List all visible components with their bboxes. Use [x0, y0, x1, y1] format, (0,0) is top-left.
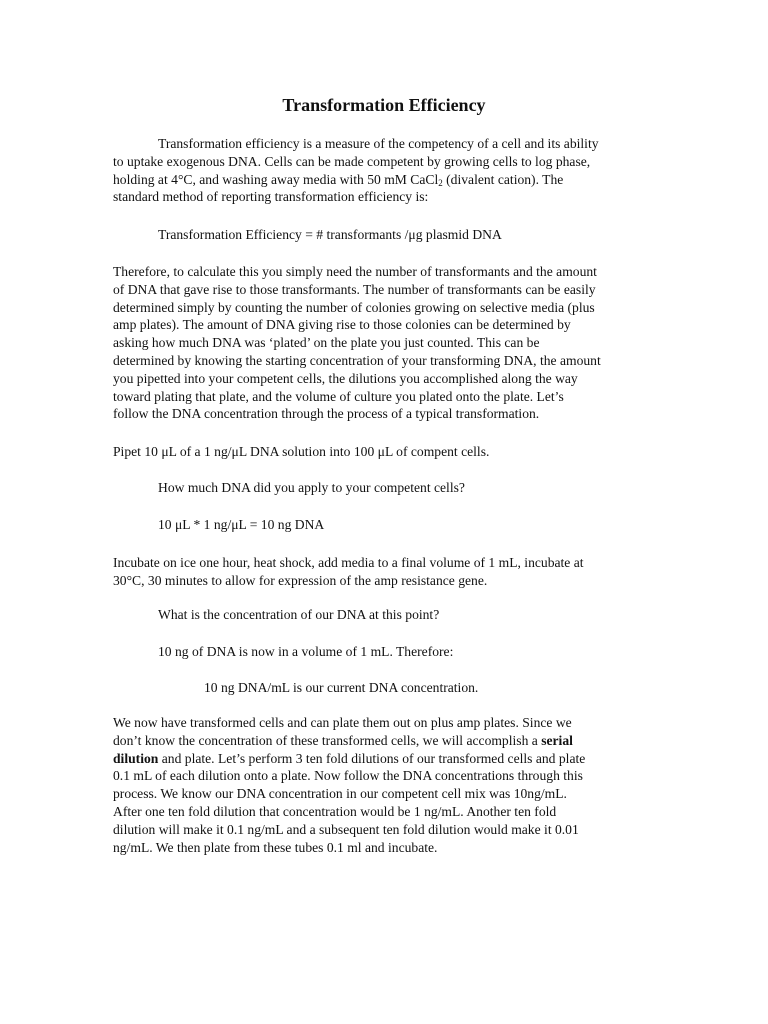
- answer-2: 10 ng of DNA is now in a volume of 1 mL. Therefore:: [158, 644, 454, 659]
- question-2: What is the concentration of our DNA at this point?: [158, 607, 440, 622]
- intro-line-3-a: holding at 4°C, and washing away media with 50 mM CaCl: [113, 171, 439, 187]
- answer-2-conclusion: 10 ng DNA/mL is our current DNA concentration.: [204, 680, 479, 695]
- para3-line-2-a: don’t know the concentration of these transformed cells, we will accomplish a: [113, 732, 542, 748]
- paragraph-2: [113, 263, 633, 423]
- incubate-line: Incubate on ice one hour, heat shock, add media to a final volume of 1 mL, incubate at: [113, 555, 584, 570]
- para2-line: determined by knowing the starting concentration of your transforming DNA, the amount: [113, 352, 601, 368]
- page-title: Transformation Efficiency: [282, 95, 486, 115]
- para3-line-3-b: and plate. Let’s perform 3 ten fold dilutions of our transformed cells and plate: [158, 750, 586, 766]
- para3-line-3: [113, 750, 633, 768]
- para3-line-5: process. We know our DNA concentration in our competent cell mix was 10ng/mL.: [113, 786, 567, 802]
- para3-line-7: dilution will make it 0.1 ng/mL and a subsequent ten fold dilution would make it 0.01: [113, 821, 579, 837]
- pipet-instruction: Pipet 10 μL of a 1 ng/μL DNA solution into 100 μL of compent cells.: [113, 444, 490, 459]
- intro-subscript: 2: [438, 177, 443, 188]
- para3-line-8: ng/mL. We then plate from these tubes 0.1 ml and incubate.: [113, 839, 438, 855]
- para2-line: determined simply by counting the number of colonies growing on selective media (plus: [113, 299, 595, 315]
- intro-paragraph: [113, 135, 633, 206]
- para2-line: toward plating that plate, and the volume of culture you plated onto the plate. Let’s: [113, 388, 564, 404]
- intro-line-4: standard method of reporting transformation efficiency is:: [113, 189, 429, 205]
- para2-line: Therefore, to calculate this you simply need the number of transformants and the amount: [113, 264, 597, 279]
- para3-line-1: We now have transformed cells and can plate them out on plus amp plates. Since we: [113, 715, 572, 730]
- question-1: How much DNA did you apply to your competent cells?: [158, 480, 465, 495]
- intro-line-3-b: (divalent cation). The: [442, 171, 564, 187]
- intro-line-1: Transformation efficiency is a measure of the competency of a cell and its ability: [158, 136, 599, 151]
- incubate-line: 30°C, 30 minutes to allow for expression of the amp resistance gene.: [113, 572, 488, 588]
- para2-line: amp plates). The amount of DNA giving rise to those colonies can be determined by: [113, 317, 571, 333]
- para2-line: of DNA that gave rise to those transformants. The number of transformants can be easily: [113, 281, 596, 297]
- answer-1: 10 μL * 1 ng/μL = 10 ng DNA: [158, 517, 325, 532]
- para3-line-2: [113, 732, 633, 750]
- para2-line: you pipetted into your competent cells, the dilutions you accomplished along the way: [113, 370, 578, 386]
- para2-line: asking how much DNA was ‘plated’ on the plate you just counted. This can be: [113, 335, 540, 351]
- intro-line-3: [113, 171, 633, 189]
- dilution-bold: dilution: [113, 750, 159, 766]
- para3-line-6: After one ten fold dilution that concentration would be 1 ng/mL. Another ten fold: [113, 803, 557, 819]
- formula-line: Transformation Efficiency = # transformants /μg plasmid DNA: [158, 227, 502, 242]
- serial-bold: serial: [541, 732, 573, 748]
- incubate-paragraph: [113, 554, 633, 590]
- paragraph-3: [113, 714, 633, 856]
- para3-line-4: 0.1 mL of each dilution onto a plate. Now follow the DNA concentrations through this: [113, 768, 583, 784]
- para2-line: follow the DNA concentration through the process of a typical transformation.: [113, 406, 540, 422]
- intro-line-2: to uptake exogenous DNA. Cells can be made competent by growing cells to log phase,: [113, 153, 591, 169]
